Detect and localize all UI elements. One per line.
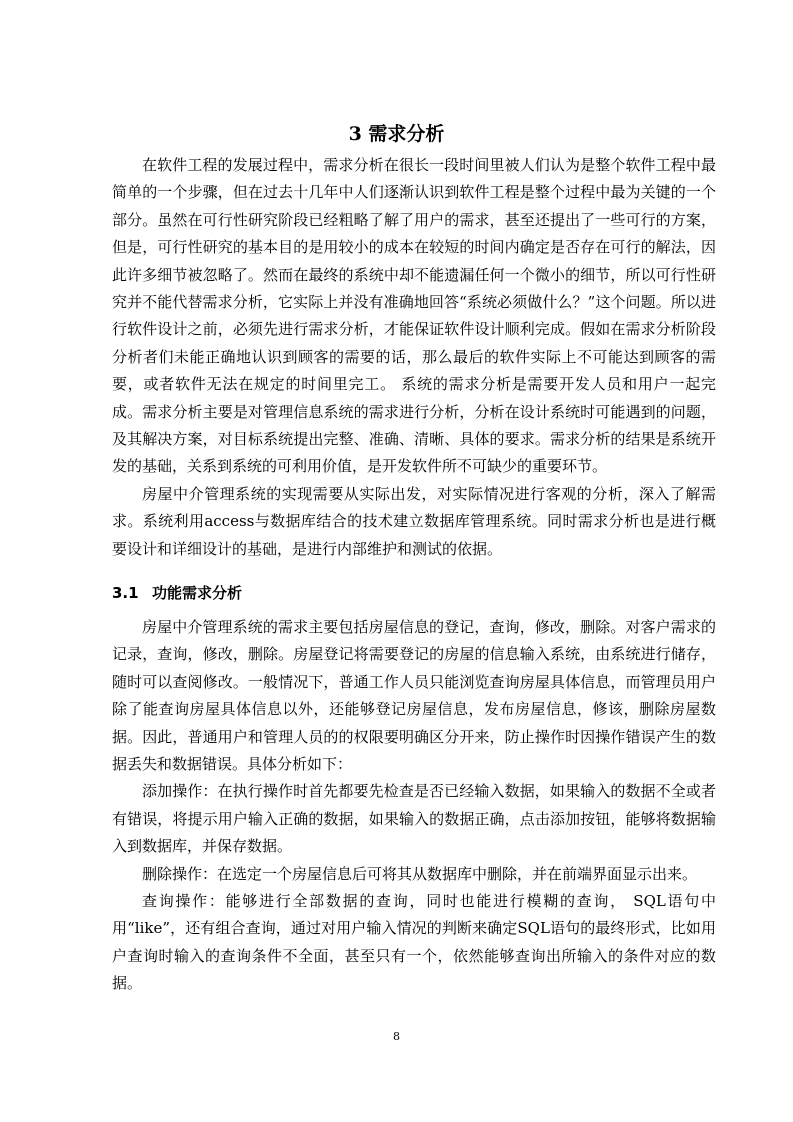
section-paragraph: 添加操作：在执行操作时首先都要先检查是否已经输入数据，如果输入的数据不全或者有错误，将提示用户输入正确的数据，如果输入的数据正确，点击添加按钮，能够将数据输入到数据库，并保存数据。 [112,782,716,856]
section-heading [112,582,242,604]
page-number: 8 [393,1030,400,1043]
intro-paragraph: 房屋中介管理系统的实现需要从实际出发，对实际情况进行客观的分析，深入了解需求。系统利用access与数据库结合的技术建立数据库管理系统。同时需求分析也是进行概要设计和详细设计的基础，是进行内部维护和测试的依据。 [112,484,716,558]
section-paragraph: 查询操作：能够进行全部数据的查询，同时也能进行模糊的查询， SQL语句中用“like”，还有组合查询，通过对用户输入情况的判断来确定SQL语句的最终形式，比如用户查询时输入的查询条件不全面，甚至只有一个，依然能够查询出所输入的条件对应的数据。 [112,892,716,993]
section-number: 3.1 [112,584,139,602]
intro-paragraph: 在软件工程的发展过程中，需求分析在很长一段时间里被人们认为是整个软件工程中最简单的一个步骤，但在过去十几年中人们逐渐认识到软件工程是整个过程中最为关键的一个部分。虽然在可行性研究阶段已经粗略了解了用户的需求，甚至还提出了一些可行的方案，但是，可行性研究的基本目的是用较小的成本在较短的时间内确定是否存在可行的解法，因此许多细节被忽略了。然而在最终的系统中却不能遗漏任何一个微小的细节，所以可行性研究并不能代替需求分析，它实际上并没有准确地回答“系统必须做什么？”这个问题。所以进行软件设计之前，必须先进行需求分析，才能保证软件设计顺利完成。假如在需求分析阶段分析者们未能正确地认识到顾客的需要的话，那么最后的软件实际上不可能达到顾客的需要，或者软件无法在规定的时间里完工。 系统的需求分析是需要开发人员和用户一起完成。需求分析主要是对管理信息系统的需求进行分析，分析在设计系统时可能遇到的问题，及其解决方案，对目标系统提出完整、准确、清晰、具体的要求。需求分析的结果是系统开发的基础，关系到系统的可利用价值，是开发软件所不可缺少的重要环节。 [112,156,716,476]
section-paragraph: 房屋中介管理系统的需求主要包括房屋信息的登记，查询，修改，删除。对客户需求的记录，查询，修改，删除。房屋登记将需要登记的房屋的信息输入系统，由系统进行储存，随时可以查阅修改。一般情况下，普通工作人员只能浏览查询房屋具体信息，而管理员用户除了能查询房屋具体信息以外，还能够登记房屋信息，发布房屋信息，修该，删除房屋数据。因此，普通用户和管理人员的的权限要明确区分开来，防止操作时因操作错误产生的数据丢失和数据错误。具体分析如下： [112,618,716,774]
chapter-title: 3 需求分析 [348,123,445,145]
intro-body [112,152,716,563]
section-title: 功能需求分析 [152,584,243,602]
section-body [112,614,716,998]
section-paragraph: 删除操作：在选定一个房屋信息后可将其从数据库中删除，并在前端界面显示出来。 [142,864,698,883]
